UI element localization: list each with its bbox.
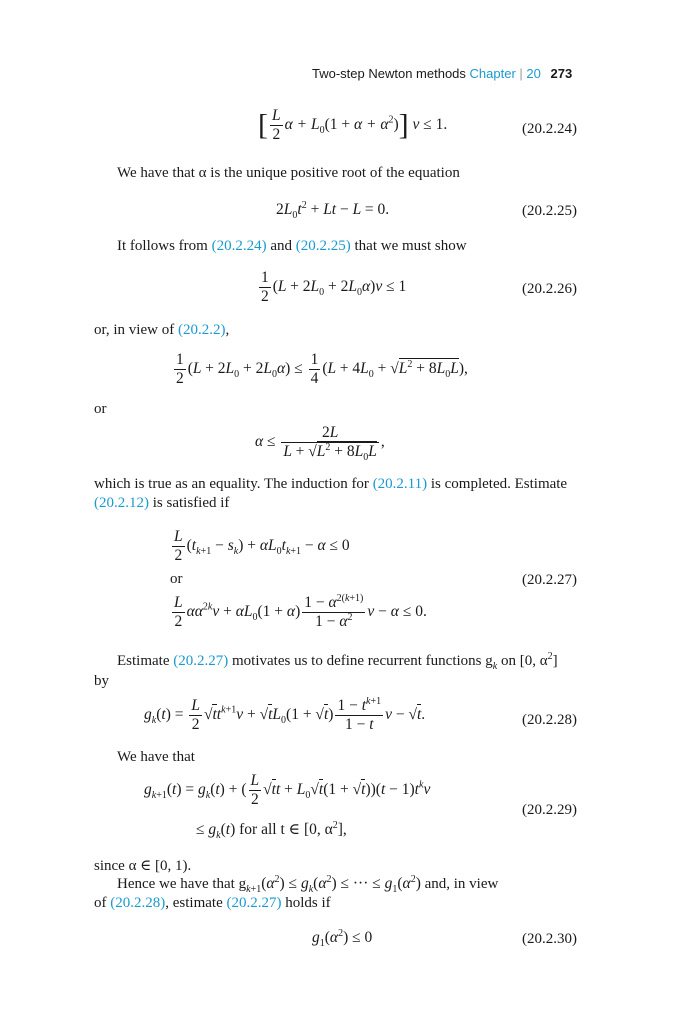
chapter-label: Chapter bbox=[469, 66, 516, 81]
ref-20-2-24[interactable]: (20.2.24) bbox=[211, 238, 267, 254]
paragraph-estimate-line2: by bbox=[94, 673, 109, 689]
equation-number-30: (20.2.30) bbox=[522, 931, 577, 947]
chapter-number: 20 bbox=[526, 66, 541, 81]
in-view-text-a: or, in view of bbox=[94, 322, 178, 338]
paragraph-hence-line2 bbox=[94, 895, 331, 912]
running-head-separator: | bbox=[519, 66, 523, 81]
equation-20-2-30: $g_1(\alpha^2) \le 0$ bbox=[312, 927, 373, 950]
estimate-sup-2: 2 bbox=[547, 651, 553, 662]
ref-20-2-27[interactable]: (20.2.27) bbox=[173, 653, 229, 669]
hence-text-a: Hence we have that g bbox=[117, 876, 247, 892]
paragraph-or: or bbox=[94, 401, 107, 417]
equation-number-25: (20.2.25) bbox=[522, 203, 577, 219]
follows-text-b: and bbox=[266, 238, 296, 254]
running-head bbox=[312, 66, 572, 81]
equation-number-24: (20.2.24) bbox=[522, 121, 577, 137]
forall-text: for all t ∈ [0, α bbox=[235, 821, 333, 838]
paragraph-since: since α ∈ [0, 1). bbox=[94, 858, 192, 874]
equation-alpha-bound: α ≤ $\frac{2L}{L + √L^2 + 8L_0L}$ , bbox=[255, 424, 385, 463]
equation-27-or: or bbox=[170, 571, 183, 587]
equation-number-29: (20.2.29) bbox=[522, 802, 577, 818]
ref-20-2-12[interactable]: (20.2.12) bbox=[94, 495, 149, 511]
paragraph-induction bbox=[94, 476, 567, 493]
ref-20-2-27-b[interactable]: (20.2.27) bbox=[226, 895, 282, 911]
in-view-text-b: , bbox=[225, 322, 230, 338]
paragraph-induction-line2 bbox=[94, 495, 229, 512]
ref-20-2-25[interactable]: (20.2.25) bbox=[295, 238, 351, 254]
paragraph-in-view bbox=[94, 322, 229, 339]
paragraph-alpha-root: We have that α is the unique positive root of the equation bbox=[117, 165, 460, 181]
equation-number-26: (20.2.26) bbox=[522, 281, 577, 297]
ref-20-2-11[interactable]: (20.2.11) bbox=[372, 476, 428, 492]
induction-text-c: is satisfied if bbox=[149, 495, 230, 511]
hence-line2-a: of bbox=[94, 895, 111, 911]
estimate-text-d: ] bbox=[552, 653, 558, 669]
forall-sup: 2 bbox=[332, 819, 338, 831]
equation-20-2-29-second: ≤ $g_k(t)$ for all t ∈ [0, $\alpha^2$], bbox=[196, 819, 347, 842]
equation-20-2-26: $\frac{1}{2}$ $(L + 2L_0 + 2L_0\alpha)\nu \le 1$ bbox=[261, 269, 407, 305]
follows-text-c: that we must show bbox=[350, 238, 467, 254]
hence-line2-b: , estimate bbox=[165, 895, 227, 911]
running-head-title: Two-step Newton methods bbox=[312, 66, 466, 81]
paragraph-hence bbox=[117, 873, 499, 896]
induction-text-a: which is true as an equality. The induction for bbox=[94, 476, 373, 492]
estimate-sub-k: k bbox=[492, 661, 498, 672]
equation-20-2-24: [ $\frac{L}{2}$ $\alpha + L_0(1 + \alpha + \alpha^2)$] ν ≤ 1. bbox=[258, 107, 448, 143]
induction-text-b: is completed. Estimate bbox=[427, 476, 568, 492]
paragraph-follows bbox=[117, 238, 467, 255]
estimate-text-c: on [0, α bbox=[497, 653, 548, 669]
hence-line2-c: holds if bbox=[281, 895, 331, 911]
ref-20-2-2[interactable]: (20.2.2) bbox=[177, 322, 226, 338]
ref-20-2-28[interactable]: (20.2.28) bbox=[110, 895, 166, 911]
equation-in-view-inequality: $\frac{1}{2}$ $(L + 2L_0 + 2L_0\alpha)$ ≤ $\frac{1}{4}$ $(L + 4L_0 + √L^2 + 8L_0L)$, bbox=[176, 351, 468, 387]
estimate-text-b: motivates us to define recurrent functions g bbox=[228, 653, 493, 669]
equation-20-2-28: $g_k(t)$ = $\frac{L}{2}$ $√tt^{k+1}\nu + √tL_0(1 + √t)$ $\frac{1 - t^{k+1}}{1 - t}$ ν − √t. bbox=[144, 695, 426, 733]
hence-chain: $_{k+1}(\alpha^2) \le g_k(\alpha^2)$ ≤ ··· ≤ $g_1(\alpha^2)$ bbox=[246, 873, 421, 896]
equation-20-2-25: $2L_0t^2 + Lt - L = 0$. bbox=[276, 199, 390, 222]
equation-20-2-27-first: $\frac{L}{2}$ $(t_{k+1} - s_k) + \alpha L_0t_{k+1} - \alpha \le 0$ bbox=[174, 528, 350, 564]
equation-20-2-29-first: $g_{k+1}(t) = g_k(t)$ + ( $\frac{L}{2}$ $√tt + L_0√t(1 + √t))(t - 1)t^k\nu$ bbox=[144, 772, 431, 808]
follows-text-a: It follows from bbox=[117, 238, 212, 254]
equation-number-28: (20.2.28) bbox=[522, 712, 577, 728]
paragraph-we-have-that: We have that bbox=[117, 749, 195, 765]
paragraph-estimate bbox=[117, 653, 558, 670]
equation-20-2-27-second: $\frac{L}{2}$ $\alpha\alpha^{2k}\nu + \alpha L_0(1 + \alpha)$ $\frac{1 - \alpha^{2(k+1)}}{1 - \alpha^2}$ ν − α ≤ 0. bbox=[174, 592, 427, 630]
forall-end: ], bbox=[337, 821, 347, 838]
hence-text-b: and, in view bbox=[420, 876, 499, 892]
page-number: 273 bbox=[550, 66, 573, 81]
equation-number-27: (20.2.27) bbox=[522, 572, 577, 588]
estimate-text-a: Estimate bbox=[117, 653, 174, 669]
